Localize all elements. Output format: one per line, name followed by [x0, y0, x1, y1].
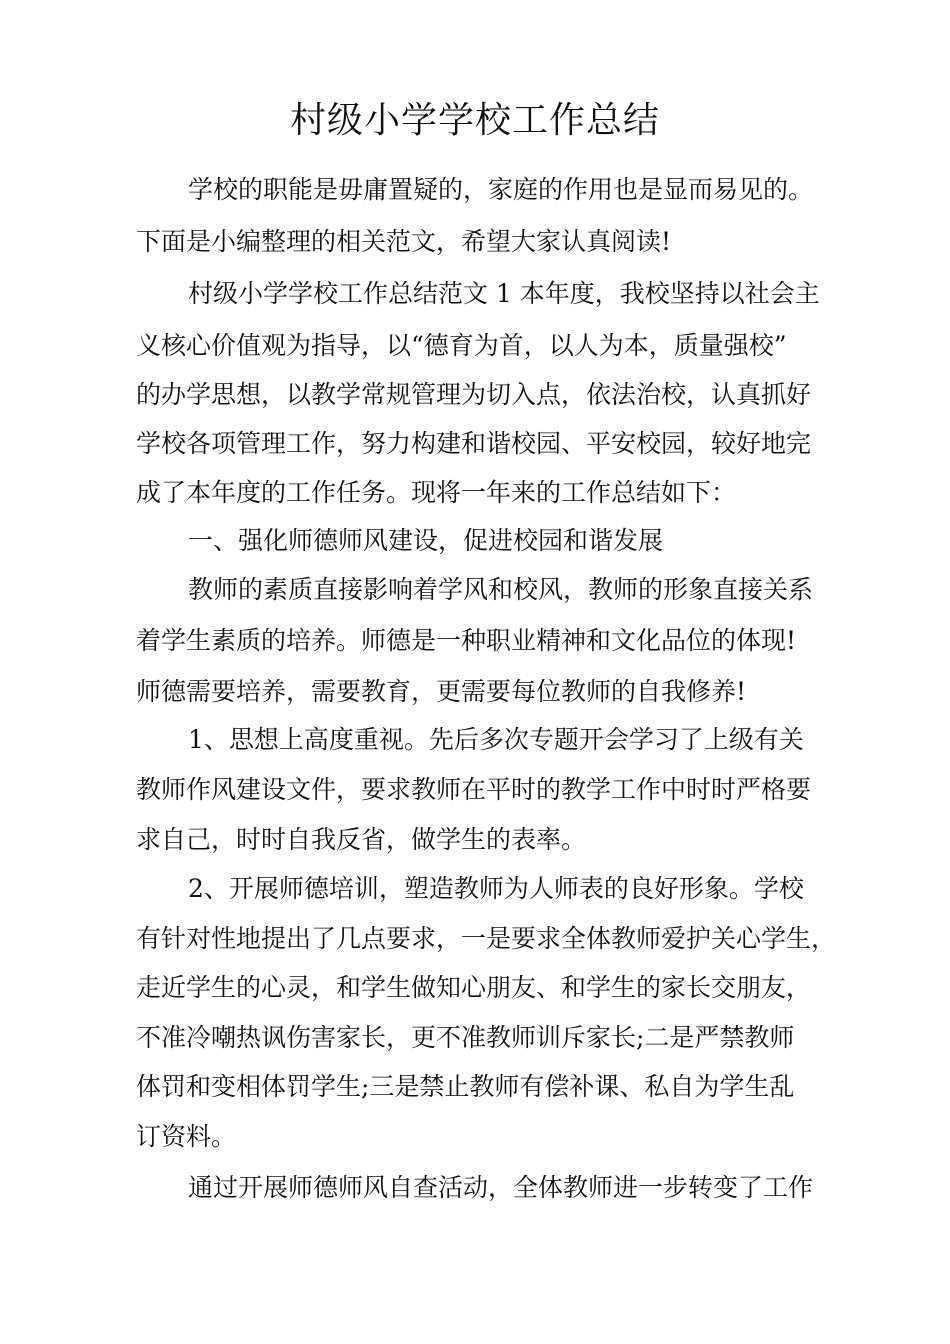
paragraph-line: 学校各项管理工作，努力构建和谐校园、平安校园，较好地完: [136, 429, 812, 458]
paragraph-line: 有针对性地提出了几点要求，一是要求全体教师爱护关心学生，: [136, 924, 837, 953]
paragraph-line: 下面是小编整理的相关范文，希望大家认真阅读!: [136, 227, 672, 256]
paragraph-line: 着学生素质的培养。师德是一种职业精神和文化品位的体现!: [136, 626, 797, 655]
paragraph-line: 订资料。: [136, 1122, 237, 1151]
paragraph-line: 教师的素质直接影响着学风和校风，教师的形象直接关系: [188, 575, 814, 604]
paragraph-line: 义核心价值观为指导，以“德育为首，以人为本，质量强校”: [136, 331, 787, 360]
paragraph-line: 不准冷嘲热讽伤害家长，更不准教师训斥家长;二是严禁教师: [136, 1023, 795, 1052]
paragraph-line: 体罚和变相体罚学生;三是禁止教师有偿补课、私自为学生乱: [136, 1072, 795, 1101]
paragraph-line: 1、思想上高度重视。先后多次专题开会学习了上级有关: [188, 725, 804, 754]
paragraph-line: 2、开展师德培训，塑造教师为人师表的良好形象。学校: [188, 874, 804, 903]
section-heading: 一、强化师德师风建设，促进校园和谐发展: [188, 526, 664, 555]
paragraph-line: 走近学生的心灵，和学生做知心朋友、和学生的家长交朋友，: [136, 973, 812, 1002]
paragraph-line: 教师作风建设文件，要求教师在平时的教学工作中时时严格要: [136, 775, 812, 804]
paragraph-line: 求自己，时时自我反省，做学生的表率。: [136, 825, 587, 854]
paragraph-line: 通过开展师德师风自查活动，全体教师进一步转变了工作: [188, 1173, 814, 1202]
document-title: 村级小学学校工作总结: [289, 100, 660, 141]
paragraph-line: 的办学思想，以教学常规管理为切入点，依法治校，认真抓好: [136, 380, 812, 409]
paragraph-line: 村级小学学校工作总结范文 1 本年度，我校坚持以社会主: [188, 279, 820, 308]
paragraph-line: 成了本年度的工作任务。现将一年来的工作总结如下：: [136, 478, 737, 507]
paragraph-line: 学校的职能是毋庸置疑的，家庭的作用也是显而易见的。: [188, 175, 814, 204]
paragraph-line: 师德需要培养，需要教育，更需要每位教师的自我修养!: [136, 677, 747, 706]
